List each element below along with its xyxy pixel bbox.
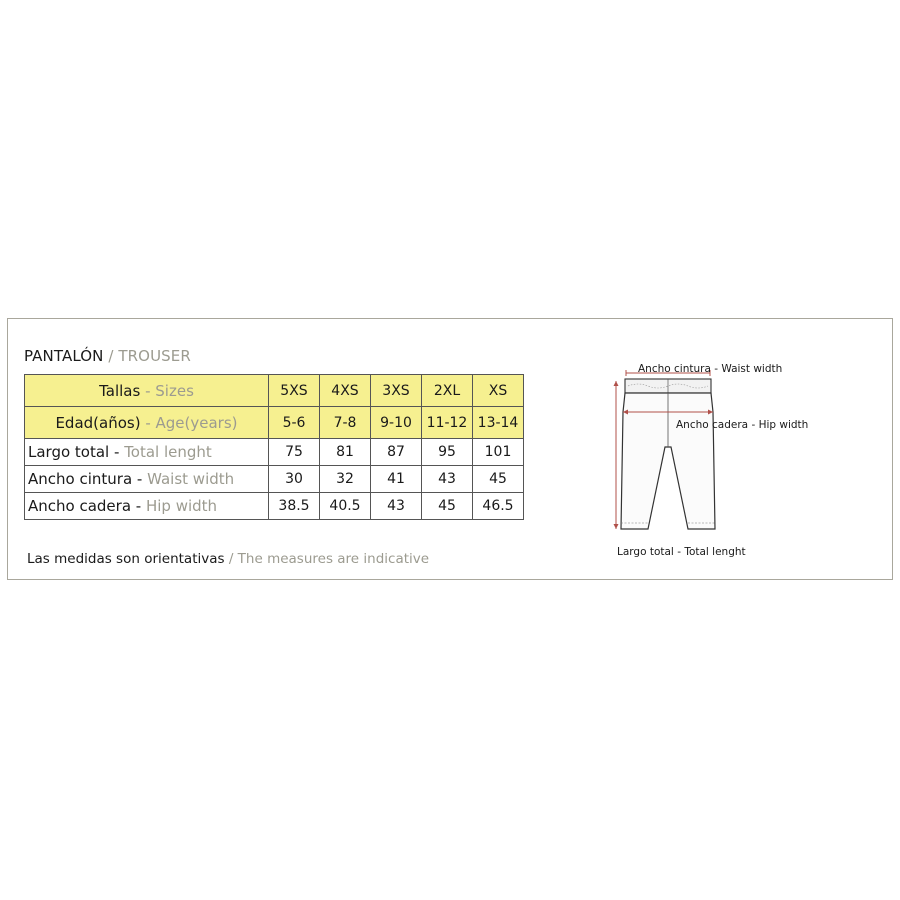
sizes-label-es: Tallas bbox=[99, 381, 141, 400]
size-cell: 4XS bbox=[320, 375, 371, 407]
length-measure-arrow bbox=[614, 381, 619, 386]
age-cell: 5-6 bbox=[269, 407, 320, 439]
value-cell: 45 bbox=[422, 493, 473, 520]
value-cell: 38.5 bbox=[269, 493, 320, 520]
row-label-es: Ancho cintura - bbox=[28, 470, 143, 488]
value-cell: 43 bbox=[371, 493, 422, 520]
value-cell: 75 bbox=[269, 439, 320, 466]
value-cell: 41 bbox=[371, 466, 422, 493]
size-cell: 3XS bbox=[371, 375, 422, 407]
size-cell: 5XS bbox=[269, 375, 320, 407]
age-cell: 13-14 bbox=[473, 407, 524, 439]
age-cell: 11-12 bbox=[422, 407, 473, 439]
row-label-en: Waist width bbox=[147, 470, 235, 488]
value-cell: 81 bbox=[320, 439, 371, 466]
size-table bbox=[24, 374, 524, 520]
hip-width-label: Ancho cadera - Hip width bbox=[676, 419, 809, 431]
value-cell: 95 bbox=[422, 439, 473, 466]
sizes-row bbox=[25, 375, 524, 407]
table-row-length bbox=[25, 439, 524, 466]
row-label-en: Hip width bbox=[145, 497, 218, 515]
row-label bbox=[25, 493, 269, 520]
value-cell: 43 bbox=[422, 466, 473, 493]
note-en: The measures are indicative bbox=[237, 551, 430, 567]
title-separator: / bbox=[103, 347, 119, 365]
sizes-label-en: - Sizes bbox=[145, 381, 194, 400]
age-label-cell bbox=[25, 407, 269, 439]
age-label-es: Edad(años) bbox=[55, 413, 141, 432]
note-es: Las medidas son orientativas bbox=[27, 551, 225, 567]
table-row-waist bbox=[25, 466, 524, 493]
age-cell: 7-8 bbox=[320, 407, 371, 439]
trouser-diagram bbox=[608, 349, 888, 569]
waist-width-label: Ancho cintura - Waist width bbox=[638, 363, 783, 375]
row-label-en: Total lenght bbox=[124, 443, 212, 461]
table-row-hip bbox=[25, 493, 524, 520]
title-en: TROUSER bbox=[118, 347, 191, 365]
value-cell: 87 bbox=[371, 439, 422, 466]
row-label-es: Ancho cadera - bbox=[28, 497, 142, 515]
value-cell: 46.5 bbox=[473, 493, 524, 520]
size-cell: XS bbox=[473, 375, 524, 407]
row-label bbox=[25, 466, 269, 493]
disclaimer-note bbox=[27, 551, 429, 567]
value-cell: 30 bbox=[269, 466, 320, 493]
total-length-label: Largo total - Total lenght bbox=[617, 546, 746, 558]
value-cell: 101 bbox=[473, 439, 524, 466]
title-es: PANTALÓN bbox=[24, 347, 104, 365]
sizes-label-cell bbox=[25, 375, 269, 407]
chart-title bbox=[24, 347, 191, 365]
age-cell: 9-10 bbox=[371, 407, 422, 439]
length-measure-arrow bbox=[614, 524, 619, 529]
row-label bbox=[25, 439, 269, 466]
row-label-es: Largo total - bbox=[28, 443, 120, 461]
value-cell: 32 bbox=[320, 466, 371, 493]
size-cell: 2XL bbox=[422, 375, 473, 407]
age-row bbox=[25, 407, 524, 439]
note-separator: / bbox=[224, 551, 238, 567]
value-cell: 40.5 bbox=[320, 493, 371, 520]
trouser-illustration bbox=[608, 349, 888, 569]
size-chart-card bbox=[7, 318, 893, 580]
age-label-en: - Age(years) bbox=[145, 413, 238, 432]
value-cell: 45 bbox=[473, 466, 524, 493]
